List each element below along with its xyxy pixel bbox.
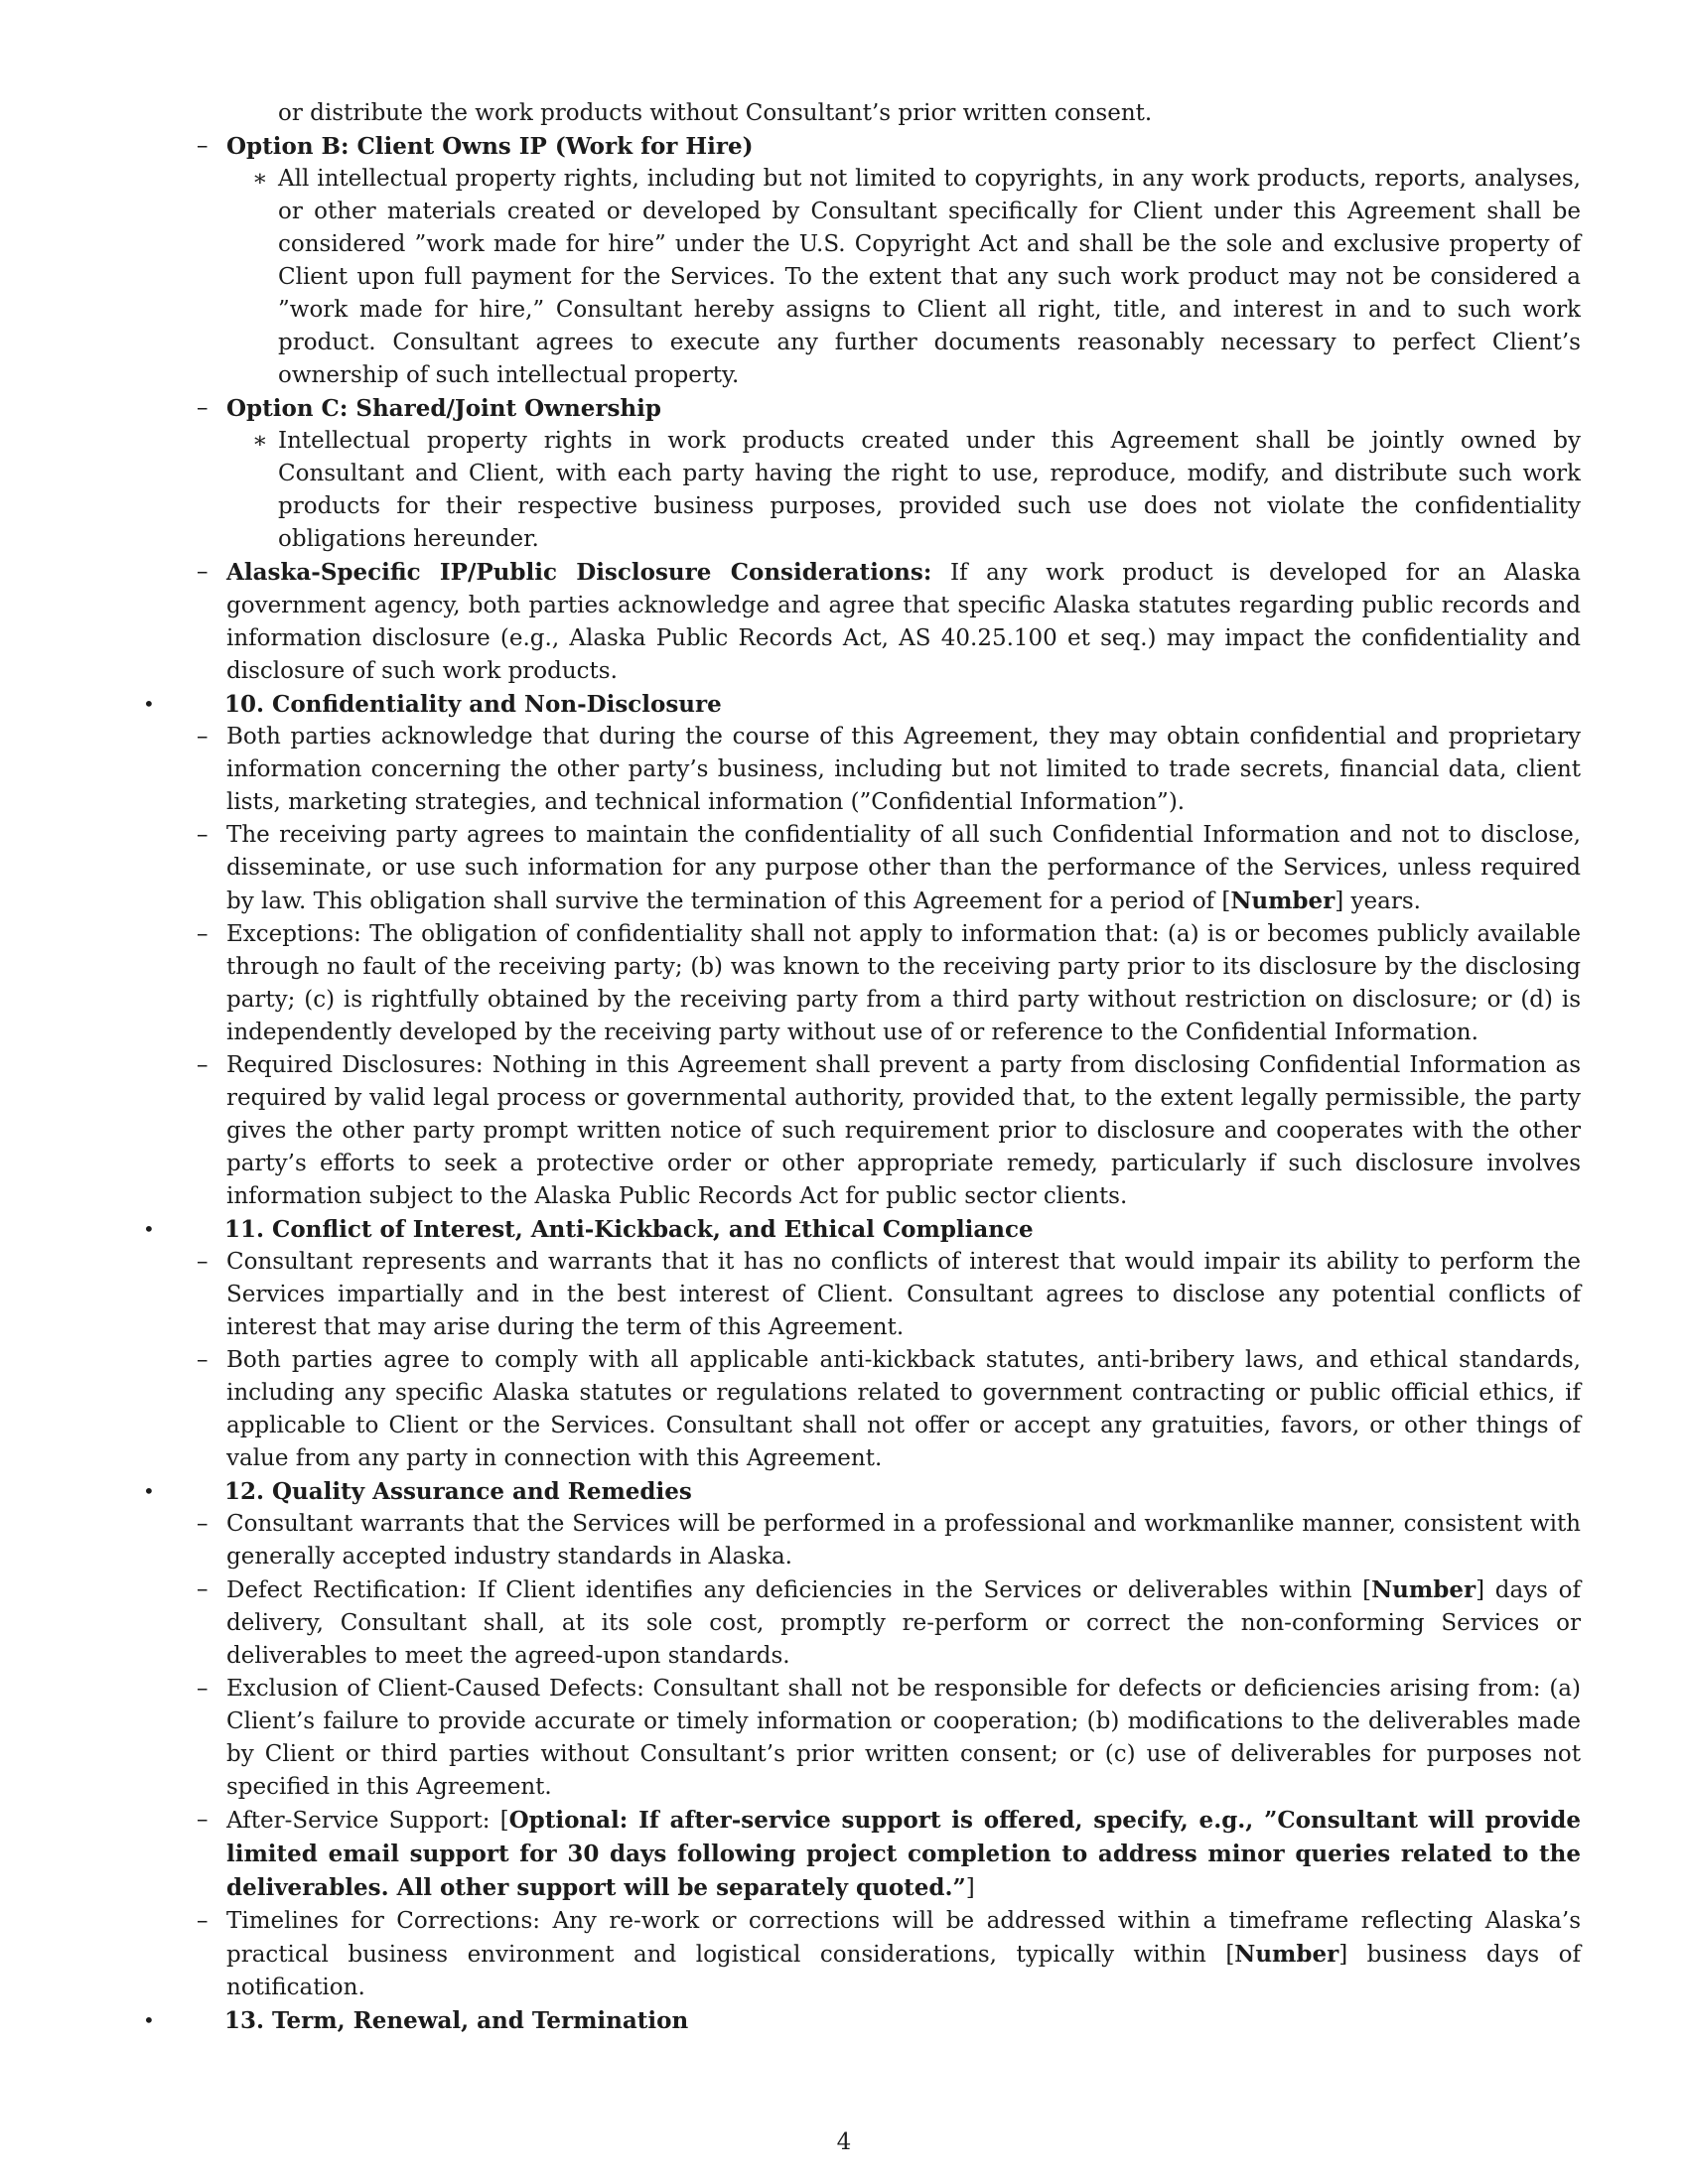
- option-c-text: Intellectual property rights in work products created under this Agreement shall be jointly owned by Consultant and Client, with each party having the right to use, reproduce, modify, and distribute such work products for their respective business purposes, provided such use does not violate the confidentiality obligations hereunder.: [278, 428, 1581, 552]
- star-marker: ∗: [252, 166, 268, 192]
- dash-marker: –: [197, 921, 209, 947]
- number-placeholder: Number: [1230, 887, 1336, 914]
- section-11-heading-item: [107, 1213, 1581, 1246]
- alaska-ip-text: If any work product is developed for an Alaska government agency, both parties acknowledge and agree that specific Alaska statutes regarding public records and information disclosure (e.g., Alaska Public Records Act, AS 40.25.100 et seq.) may impact the confidentiality and disclosure of such work products.: [226, 560, 1581, 684]
- section-13-heading-item: [107, 2004, 1581, 2037]
- option-b-heading-item: [107, 130, 1581, 163]
- section-12-p4-text: After-Service Support: [: [226, 1808, 509, 1834]
- option-a-continuation: [107, 97, 1581, 130]
- section-11-item-1: [107, 1246, 1581, 1344]
- number-placeholder: Number: [1371, 1576, 1477, 1603]
- star-marker: ∗: [252, 428, 268, 454]
- section-10-p4: Required Disclosures: Nothing in this Agreement shall prevent a party from disclosing Confidential Information as required by valid legal process or governmental authority, provided that, to the extent legally permissible, the party gives the other party prompt written notice of such requirement prior to disclosure and cooperates with the other party’s efforts to seek a protective order or other appropriate remedy, particularly if such disclosure involves information subject to the Alaska Public Records Act for public sector clients.: [226, 1052, 1581, 1209]
- section-10-heading: 10. Confidentiality and Non-Disclosure: [224, 691, 722, 718]
- dash-marker: –: [197, 1052, 209, 1078]
- section-12-p2-text: Defect Rectification: If Client identifies any deficiencies in the Services or deliverables within [: [226, 1577, 1372, 1603]
- dash-marker: –: [197, 1249, 209, 1275]
- section-12-p2-end: ] days of delivery, Consultant shall, at its sole cost, promptly re-perform or correct the non-conforming Services or deliverables to meet the agreed-upon standards.: [226, 1577, 1581, 1669]
- option-c-heading-item: [107, 392, 1581, 425]
- dash-marker: –: [197, 395, 209, 421]
- bullet-marker: •: [143, 1217, 155, 1241]
- paragraph-text: or distribute the work products without Consultant’s prior written consent.: [278, 100, 1153, 126]
- section-10-item-2: [107, 819, 1581, 918]
- section-10-item-3: [107, 918, 1581, 1049]
- option-c-item: [107, 425, 1581, 556]
- number-placeholder: Number: [1234, 1941, 1339, 1968]
- alaska-ip-heading: Alaska-Specific IP/Public Disclosure Considerations:: [226, 559, 932, 586]
- dash-marker: –: [197, 1807, 209, 1833]
- page-number: 4: [836, 2129, 852, 2155]
- option-b-text: All intellectual property rights, including but not limited to copyrights, in any work products, reports, analyses, or other materials created or developed by Consultant specifically for Client under this Agreement shall be considered ”work made for hire” under the U.S. Copyright Act and shall be the sole and exclusive property of Client upon full payment for the Services. To the extent that any such work product may not be considered a ”work made for hire,” Consultant hereby assigns to Client all right, title, and interest in and to such work product. Consultant agrees to execute any further documents reasonably necessary to perfect Client’s ownership of such intellectual property.: [278, 166, 1581, 388]
- bullet-marker: •: [143, 692, 155, 716]
- section-10-p1: Both parties acknowledge that during the course of this Agreement, they may obtain confidential and proprietary information concerning the other party’s business, including but not limited to trade secrets, financial data, client lists, marketing strategies, and technical information (”Confidential Information”).: [226, 724, 1581, 815]
- section-12-item-5: [107, 1905, 1581, 2004]
- section-12-p5-end: ] business days of notification.: [226, 1942, 1581, 2000]
- section-10-item-1: [107, 721, 1581, 819]
- dash-marker: –: [197, 822, 209, 848]
- section-12-p5-text: Timelines for Corrections: Any re-work or corrections will be addressed within a timeframe reflecting Alaska’s practical business environment and logistical considerations, typically within [: [226, 1908, 1581, 1968]
- dash-marker: –: [197, 1908, 209, 1934]
- dash-marker: –: [197, 559, 209, 585]
- section-12-heading-item: [107, 1475, 1581, 1508]
- section-12-p1: Consultant warrants that the Services will be performed in a professional and workmanlike manner, consistent with generally accepted industry standards in Alaska.: [226, 1511, 1581, 1570]
- section-11-p2: Both parties agree to comply with all applicable anti-kickback statutes, anti-bribery laws, and ethical standards, including any specific Alaska statutes or regulations related to government contracting or public official ethics, if applicable to Client or the Services. Consultant shall not offer or accept any gratuities, favors, or other things of value from any party in connection with this Agreement.: [226, 1347, 1581, 1471]
- bullet-marker: •: [143, 1479, 155, 1503]
- section-10-p3: Exceptions: The obligation of confidentiality shall not apply to information that: (a) is or becomes publicly available through no fault of the receiving party; (b) was known to the receiving party prior to its disclosure by the disclosing party; (c) is rightfully obtained by the receiving party from a third party without restriction on disclosure; or (d) is independently developed by the receiving party without use of or reference to the Confidential Information.: [226, 921, 1581, 1045]
- section-12-p4-end: ]: [965, 1875, 975, 1901]
- section-10-item-4: [107, 1049, 1581, 1213]
- option-b-heading: Option B: Client Owns IP (Work for Hire): [226, 133, 754, 160]
- dash-marker: –: [197, 1676, 209, 1702]
- section-11-heading: 11. Conflict of Interest, Anti-Kickback, and Ethical Compliance: [224, 1216, 1034, 1243]
- section-12-heading: 12. Quality Assurance and Remedies: [224, 1478, 692, 1505]
- dash-marker: –: [197, 724, 209, 750]
- alaska-ip-item: [107, 556, 1581, 688]
- section-12-item-4: [107, 1804, 1581, 1905]
- bullet-marker: •: [143, 2008, 155, 2032]
- option-b-item: [107, 163, 1581, 392]
- option-c-heading: Option C: Shared/Joint Ownership: [226, 395, 661, 422]
- dash-marker: –: [197, 133, 209, 159]
- dash-marker: –: [197, 1511, 209, 1537]
- section-12-item-2: [107, 1573, 1581, 1673]
- section-10-p2-text: The receiving party agrees to maintain the confidentiality of all such Confidential Information and not to disclose, disseminate, or use such information for any purpose other than the performance of the Services, unless required by law. This obligation shall survive the termination of this Agreement for a period of [: [226, 822, 1581, 914]
- section-12-item-3: [107, 1673, 1581, 1804]
- dash-marker: –: [197, 1576, 209, 1602]
- dash-marker: –: [197, 1347, 209, 1373]
- section-12-item-1: [107, 1508, 1581, 1573]
- optional-support-clause: Optional: If after-service support is offered, specify, e.g., ”Consultant will provide limited email support for 30 days following project completion to address minor queries related to the deliverables. All other support will be separately quoted.”: [226, 1807, 1581, 1901]
- section-10-heading-item: [107, 688, 1581, 721]
- section-12-p3: Exclusion of Client-Caused Defects: Consultant shall not be responsible for defects or deficiencies arising from: (a) Client’s failure to provide accurate or timely information or cooperation; (b) modifications to the deliverables made by Client or third parties without Consultant’s prior written consent; or (c) use of deliverables for purposes not specified in this Agreement.: [226, 1676, 1581, 1800]
- section-10-p2-end: ] years.: [1335, 888, 1421, 914]
- section-13-heading: 13. Term, Renewal, and Termination: [224, 2007, 689, 2034]
- section-11-item-2: [107, 1344, 1581, 1475]
- section-11-p1: Consultant represents and warrants that it has no conflicts of interest that would impair its ability to perform the Services impartially and in the best interest of Client. Consultant agrees to disclose any potential conflicts of interest that may arise during the term of this Agreement.: [226, 1249, 1581, 1340]
